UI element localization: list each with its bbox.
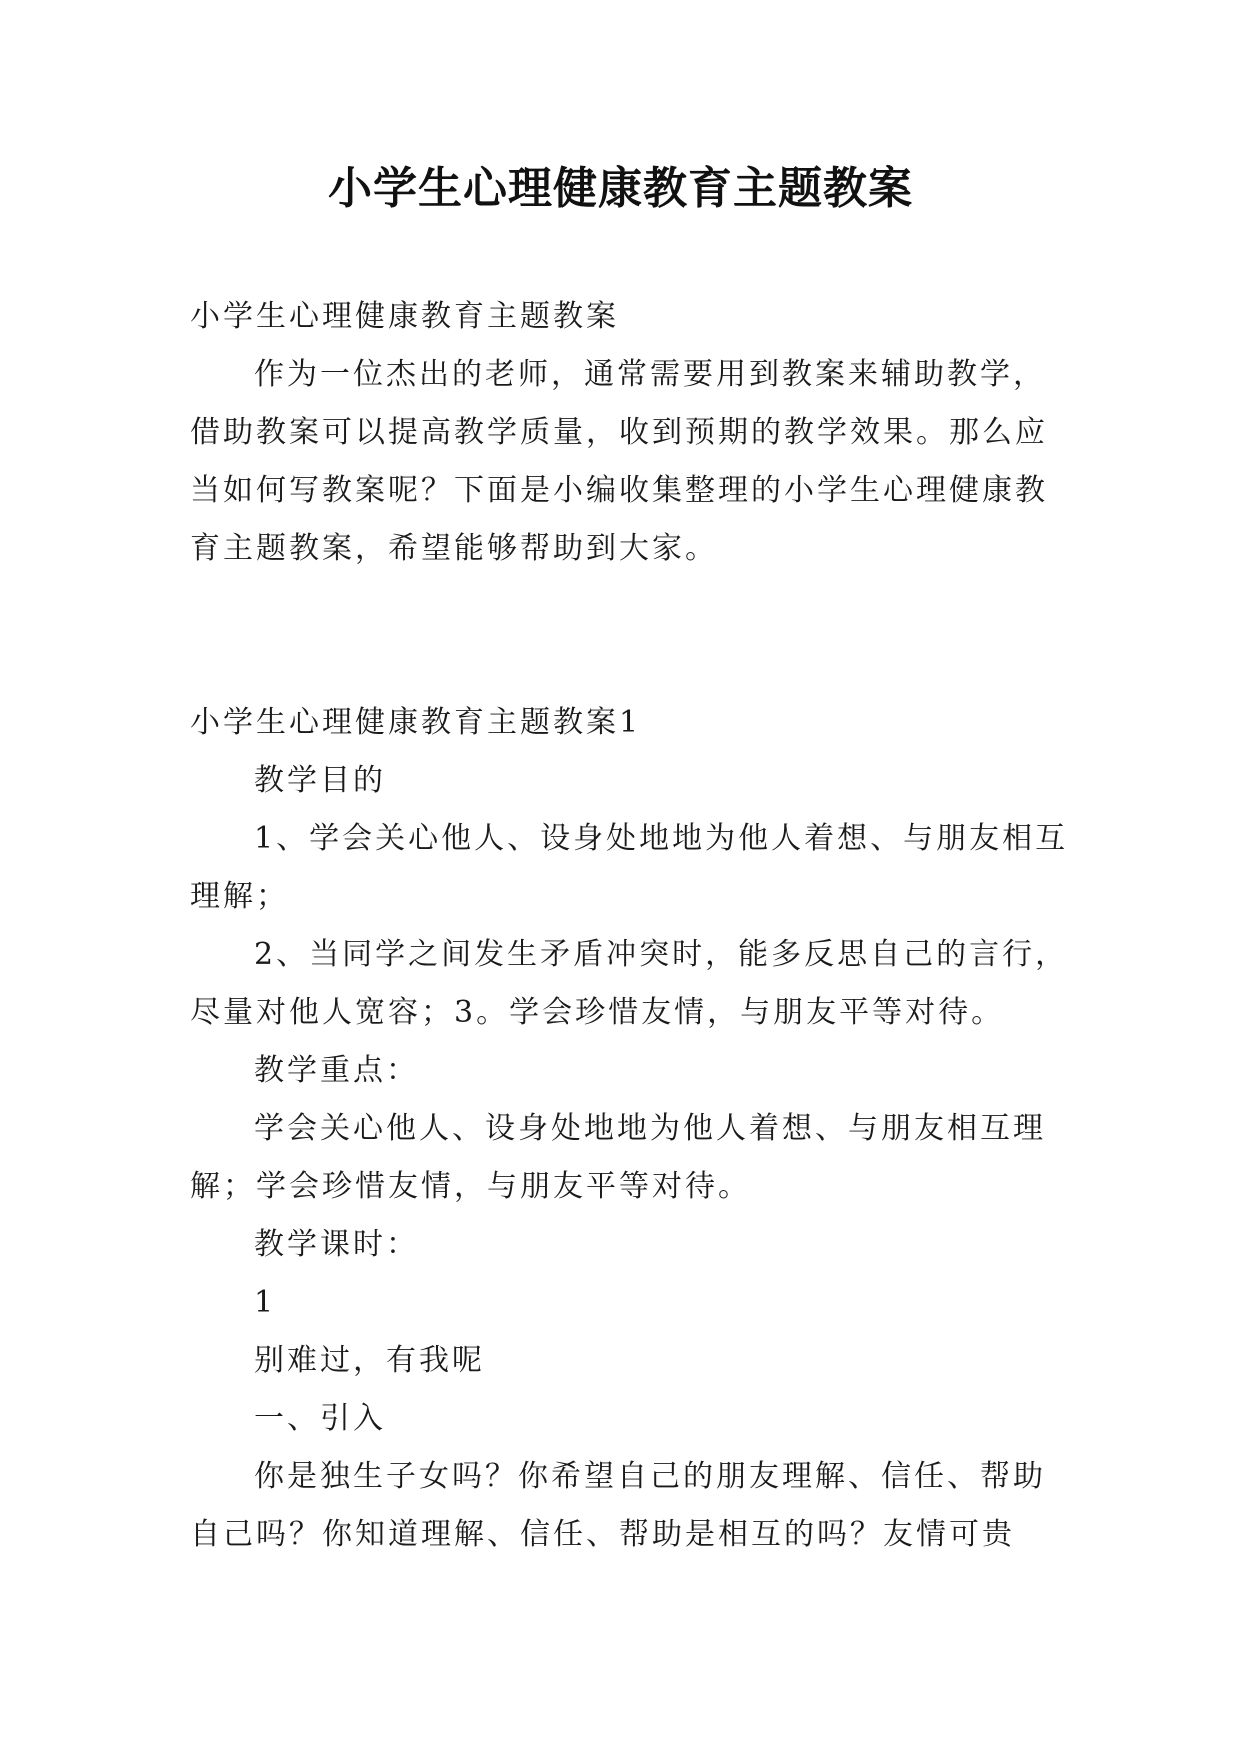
section-heading: 小学生心理健康教育主题教案1 bbox=[190, 705, 642, 740]
teaching-purpose-heading: 教学目的 bbox=[254, 763, 386, 798]
intro-heading: 小学生心理健康教育主题教案 bbox=[190, 299, 619, 334]
purpose-item-1: 1、学会关心他人、设身处地地为他人着想、与朋友相互理解； bbox=[190, 821, 1069, 914]
part-one-text: 你是独生子女吗？你希望自己的朋友理解、信任、帮助自己吗？你知道理解、信任、帮助是相互的吗？友情可贵 bbox=[190, 1459, 1046, 1552]
class-hours-value: 1 bbox=[254, 1285, 277, 1320]
lesson-title: 别难过，有我呢 bbox=[254, 1343, 485, 1378]
document-title: 小学生心理健康教育主题教案 bbox=[328, 163, 913, 214]
intro-paragraph: 作为一位杰出的老师，通常需要用到教案来辅助教学，借助教案可以提高教学质量，收到预期的教学效果。那么应当如何写教案呢？下面是小编收集整理的小学生心理健康教育主题教案，希望能够帮助到大家。 bbox=[190, 357, 1048, 566]
part-one-heading: 一、引入 bbox=[254, 1401, 386, 1436]
teaching-focus-heading: 教学重点： bbox=[254, 1053, 419, 1088]
purpose-item-2: 2、当同学之间发生矛盾冲突时，能多反思自己的言行，尽量对他人宽容；3。学会珍惜友情，与朋友平等对待。 bbox=[190, 937, 1069, 1030]
teaching-focus-text: 学会关心他人、设身处地地为他人着想、与朋友相互理解；学会珍惜友情，与朋友平等对待。 bbox=[190, 1111, 1046, 1204]
document-body bbox=[190, 288, 1070, 1564]
section-spacer bbox=[190, 578, 1070, 694]
class-hours-heading: 教学课时： bbox=[254, 1227, 419, 1262]
